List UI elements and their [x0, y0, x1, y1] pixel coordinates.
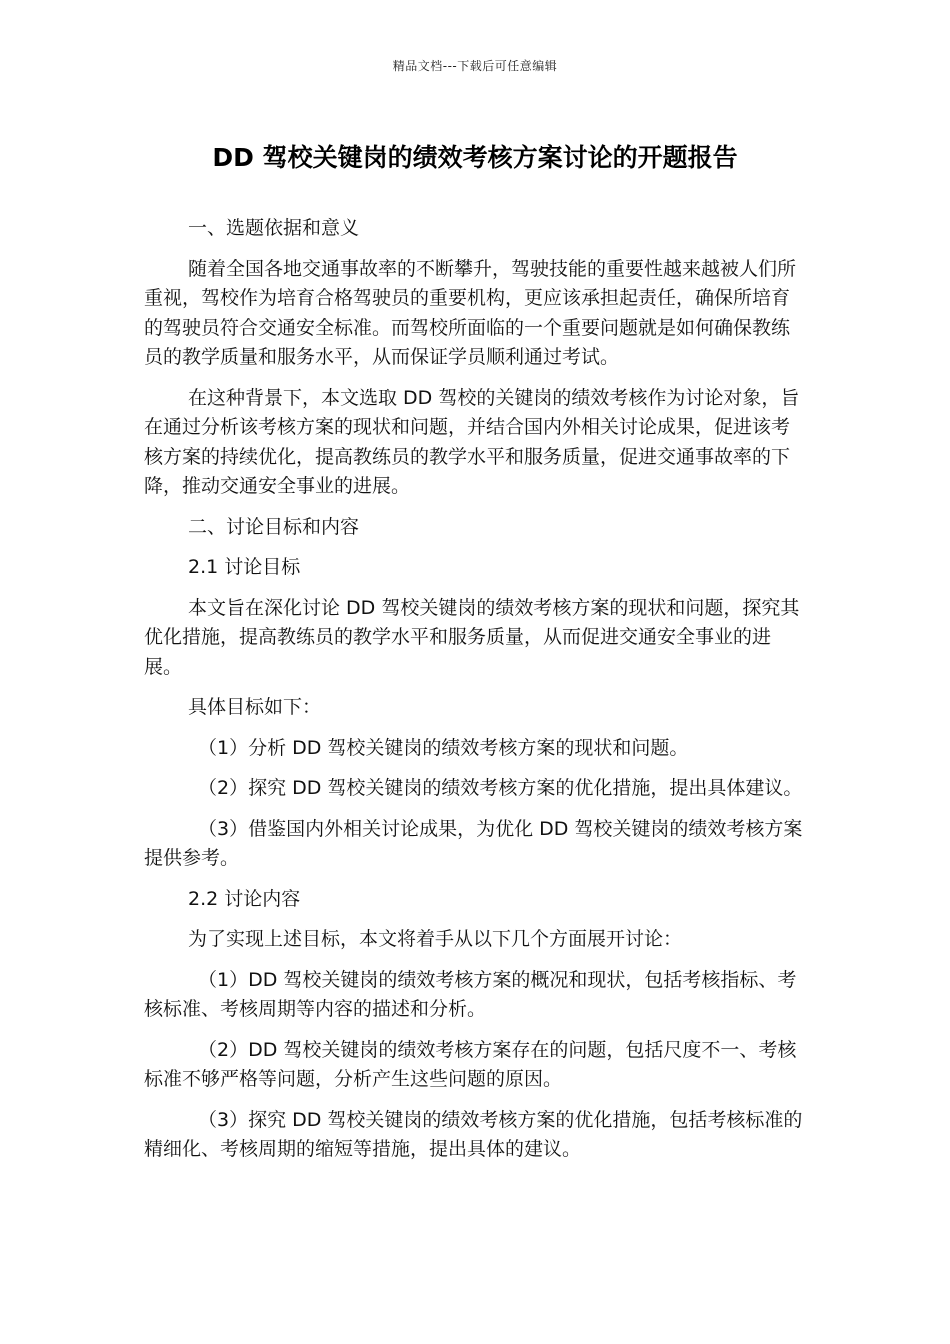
list-item: （1）DD 驾校关键岗的绩效考核方案的概况和现状，包括考核指标、考核标准、考核周期等内容的描述和分析。 — [144, 968, 797, 1020]
document-title: DD 驾校关键岗的绩效考核方案讨论的开题报告 — [212, 143, 738, 172]
section-heading-2: 二、讨论目标和内容 — [188, 515, 360, 538]
subsection-heading-2-2: 2.2 讨论内容 — [188, 887, 301, 910]
section-heading-1: 一、选题依据和意义 — [188, 217, 360, 239]
subsection-heading-2-1: 2.1 讨论目标 — [188, 556, 301, 578]
list-item: （3）借鉴国内外相关讨论成果，为优化 DD 驾校关键岗的绩效考核方案提供参考。 — [144, 817, 803, 869]
body-paragraph: 为了实现上述目标，本文将着手从以下几个方面展开讨论： — [188, 928, 683, 950]
document-body — [144, 214, 808, 1176]
body-paragraph: 本文旨在深化讨论 DD 驾校关键岗的绩效考核方案的现状和问题，探究其优化措施，提高教练员的教学水平和服务质量，从而促进交通安全事业的进展。 — [144, 596, 800, 678]
list-item: （2）DD 驾校关键岗的绩效考核方案存在的问题，包括尺度不一、考核标准不够严格等问题，分析产生这些问题的原因。 — [144, 1038, 797, 1090]
body-paragraph: 具体目标如下： — [188, 696, 322, 718]
list-item: （2）探究 DD 驾校关键岗的绩效考核方案的优化措施，提出具体建议。 — [198, 777, 803, 799]
list-item: （3）探究 DD 驾校关键岗的绩效考核方案的优化措施，包括考核标准的精细化、考核周期的缩短等措施，提出具体的建议。 — [144, 1108, 803, 1160]
list-item: （1）分析 DD 驾校关键岗的绩效考核方案的现状和问题。 — [198, 736, 689, 759]
body-paragraph: 随着全国各地交通事故率的不断攀升，驾驶技能的重要性越来越被人们所重视，驾校作为培育合格驾驶员的重要机构，更应该承担起责任，确保所培育的驾驶员符合交通安全标准。而驾校所面临的一个重要问题就是如何确保教练员的教学质量和服务水平，从而保证学员顺利通过考试。 — [144, 257, 797, 368]
body-paragraph: 在这种背景下，本文选取 DD 驾校的关键岗的绩效考核作为讨论对象，旨在通过分析该考核方案的现状和问题，并结合国内外相关讨论成果，促进该考核方案的持续优化，提高教练员的教学水平和服务质量，促进交通事故率的下降，推动交通安全事业的进展。 — [144, 386, 800, 497]
header-note: 精品文档---下载后可任意编辑 — [392, 59, 558, 73]
